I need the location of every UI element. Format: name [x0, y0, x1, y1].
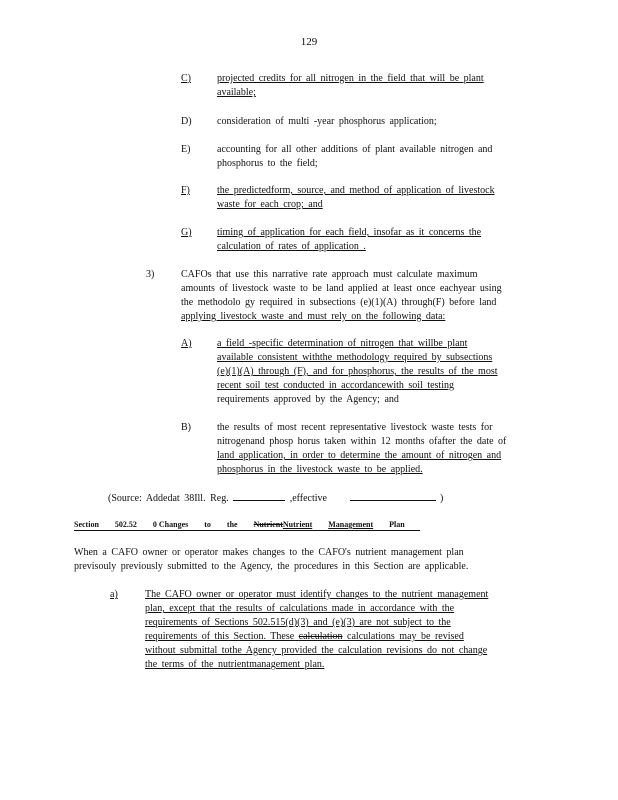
item-text-line: phosphorus to the field;: [217, 158, 318, 169]
heading-part: to: [204, 520, 211, 529]
item-label: G): [181, 227, 192, 238]
heading-number: 502.52: [114, 520, 137, 529]
item-text-line: land application, in order to determine the amount of nitrogen and: [217, 450, 502, 461]
item-label: E): [181, 144, 191, 155]
section-heading: [74, 520, 419, 529]
source-prefix: (Source: Addedat 38Ill. Reg.: [108, 493, 229, 504]
item-label: B): [181, 422, 191, 433]
item-text-line: available consistent withthe methodology required by subsections: [217, 352, 493, 363]
heading-part: 0 Changes: [152, 520, 189, 529]
item-text-line: consideration of multi -year phosphorus application;: [217, 116, 437, 127]
item-label: C): [181, 73, 191, 84]
source-effective: ,effective: [289, 493, 327, 504]
heading-part: the: [226, 520, 238, 529]
item-text-line: [145, 630, 488, 644]
heading-part-inserted: Nutrient: [282, 520, 313, 529]
item-text-line: (e)(1)(A) through (F), and for phosphorus, the results of the most: [217, 366, 498, 377]
item-text-line: CAFOs that use this narrative rate approach must calculate maximum: [181, 269, 478, 280]
item-text-line: a field -specific determination of nitrogen that willbe plant: [217, 338, 468, 349]
item-text-line: projected credits for all nitrogen in the field that will be plant: [217, 73, 484, 84]
heading-underline: [74, 530, 420, 531]
item-text-line: recent soil test conducted in accordancewith soil testing: [217, 380, 454, 391]
item-text-line: plan, except that the results of calculations made in accordance with the: [145, 603, 455, 614]
page-number: 129: [300, 36, 318, 48]
intro-line: When a CAFO owner or operator makes changes to the CAFO's nutrient management plan: [74, 547, 464, 558]
heading-section: Section: [74, 520, 99, 529]
item-text-line: the terms of the nutrientmanagement plan.: [145, 659, 325, 670]
item-text-line: the results of most recent representative livestock waste tests for: [217, 422, 493, 433]
item-text-line: The CAFO owner or operator must identify changes to the nutrient management: [145, 589, 489, 600]
item-text-line: nitrogenand phosp horus taken within 12 months ofafter the date of: [217, 436, 507, 447]
item-label: 3): [146, 269, 155, 280]
heading-part-struck: Nutrient: [253, 520, 283, 529]
intro-line: previsouly previously submitted to the Agency, the procedures in this Section are applicable.: [74, 561, 469, 572]
source-suffix: ): [440, 493, 444, 504]
item-text-line: the methodolo gy required in subsections (e)(1)(A) through(F) before land: [181, 297, 497, 308]
struck-word: calculation: [298, 631, 343, 642]
item-text-line: the predictedform, source, and method of application of livestock: [217, 185, 495, 196]
item-text-line: timing of application for each field, insofar as it concerns the: [217, 227, 482, 238]
item-label: D): [181, 116, 192, 127]
heading-part: Plan: [389, 520, 405, 529]
item-label: A): [181, 338, 192, 349]
item-text-line: calculation of rates of application .: [217, 241, 366, 252]
source-blank-effective: [350, 490, 436, 501]
item-text-segment: requirements of this Section. These: [145, 631, 295, 642]
item-text-line: requirements approved by the Agency; and: [217, 394, 399, 405]
item-text-line: available;: [217, 87, 256, 98]
item-label: a): [110, 589, 118, 600]
source-blank-reg: [233, 490, 285, 501]
heading-part: Management: [328, 520, 374, 529]
item-text-line: amounts of livestock waste to be land applied at least once eachyear using: [181, 283, 502, 294]
item-text-line: applying livestock waste and must rely on the following data:: [181, 311, 446, 322]
item-text-line: waste for each crop; and: [217, 199, 323, 210]
source-note: [108, 490, 443, 504]
item-text-line: without submittal tothe Agency provided the calculation revisions do not change: [145, 645, 488, 656]
item-text-segment: calculations may be revised: [347, 631, 464, 642]
item-text-line: phosphorus in the livestock waste to be applied.: [217, 464, 423, 475]
item-text-line: accounting for all other additions of plant available nitrogen and: [217, 144, 493, 155]
item-text-line: requirements of Sections 502.515(d)(3) and (e)(3) are not subject to the: [145, 617, 451, 628]
item-label: F): [181, 185, 190, 196]
